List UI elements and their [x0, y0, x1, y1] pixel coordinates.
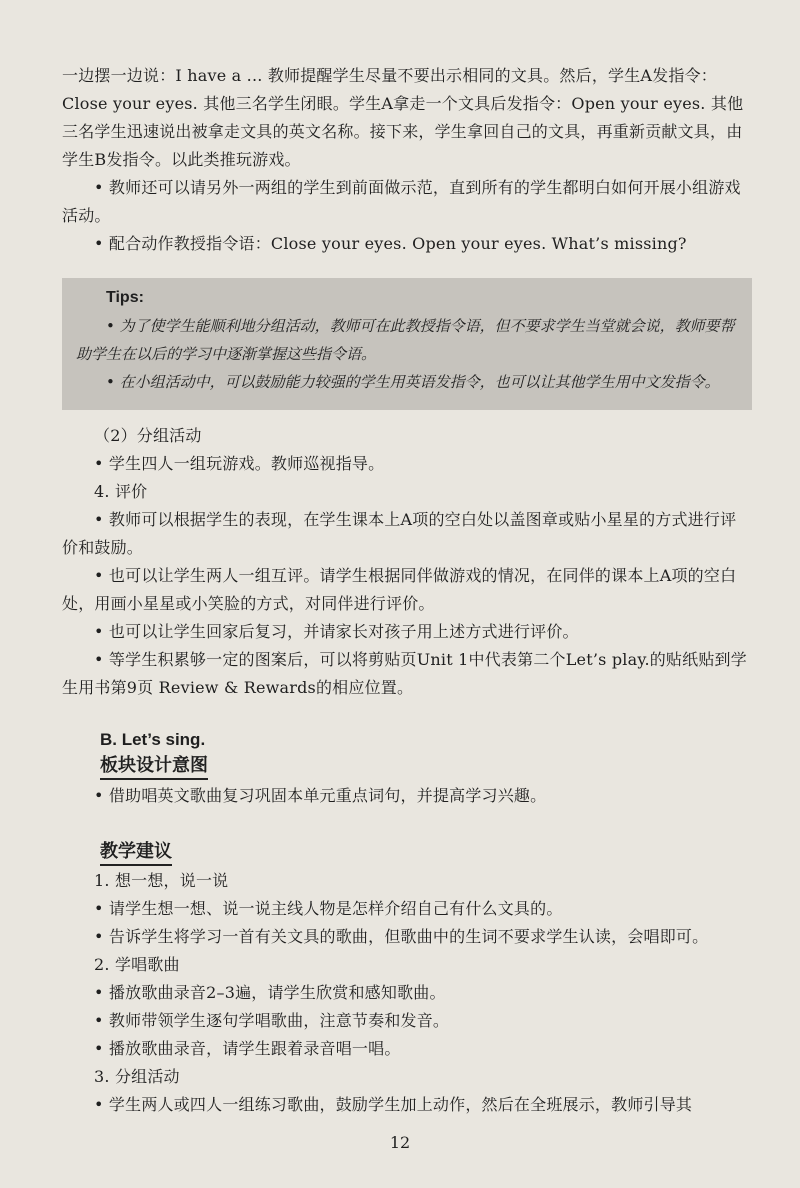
- activity-evaluation-block: [62, 422, 750, 702]
- bullet-demo-groups: • 教师还可以请另外一两组的学生到前面做示范，直到所有的学生都明白如何开展小组游戏活动。: [62, 178, 741, 225]
- tips-title: Tips:: [106, 289, 144, 306]
- design-intent-block: [62, 782, 750, 810]
- design-intent-heading: 板块设计意图: [100, 754, 208, 780]
- step-heading: 3. 分组活动: [94, 1067, 180, 1086]
- tips-box: [62, 278, 752, 410]
- step-bullet: • 告诉学生将学习一首有关文具的歌曲，但歌曲中的生词不要求学生认读，会唱即可。: [94, 927, 709, 946]
- step-bullet: • 播放歌曲录音，请学生跟着录音唱一唱。: [94, 1039, 401, 1058]
- teaching-advice-heading: 教学建议: [100, 840, 172, 866]
- bullet-commands: • 配合动作教授指令语：Close your eyes. Open your eyes. What’s missing?: [94, 234, 687, 253]
- step-bullet: • 播放歌曲录音2–3遍，请学生欣赏和感知歌曲。: [94, 983, 446, 1002]
- bullet-design-intent: • 借助唱英文歌曲复习巩固本单元重点词句，并提高学习兴趣。: [94, 786, 547, 805]
- step-heading: 2. 学唱歌曲: [94, 955, 180, 974]
- step-bullet: • 学生两人或四人一组练习歌曲，鼓励学生加上动作，然后在全班展示，教师引导其: [94, 1095, 693, 1114]
- paragraph-game-instructions: 一边摆一边说：I have a ... 教师提醒学生尽量不要出示相同的文具。然后，学生A发指令：Close your eyes. 其他三名学生闭眼。学生A拿走一个文具后发指令：Open your eyes. 其他三名学生迅速说出被拿走文具的英文名称。接下来，学生拿回自己的文具，再重新贡献文具，由学生B发指令。以此类推玩游戏。: [62, 66, 744, 169]
- tips-item: • 在小组活动中，可以鼓励能力较强的学生用英语发指令，也可以让其他学生用中文发指令。: [106, 373, 720, 391]
- step-bullet: • 教师带领学生逐句学唱歌曲，注意节奏和发音。: [94, 1011, 450, 1030]
- page-number: 12: [389, 1133, 411, 1152]
- bullet-evaluation: • 教师可以根据学生的表现，在学生课本上A项的空白处以盖图章或贴小星星的方式进行评价和鼓励。: [62, 510, 737, 557]
- section-title: B. Let’s sing.: [100, 730, 206, 749]
- bullet-evaluation: • 等学生积累够一定的图案后，可以将剪贴页Unit 1中代表第二个Let’s play.的贴纸贴到学生用书第9页 Review & Rewards的相应位置。: [62, 650, 747, 697]
- evaluation-heading: 4. 评价: [94, 482, 148, 501]
- bullet-evaluation: • 也可以让学生两人一组互评。请学生根据同伴做游戏的情况，在同伴的课本上A项的空白处，用画小星星或小笑脸的方式，对同伴进行评价。: [62, 566, 737, 613]
- step-bullet: • 请学生想一想、说一说主线人物是怎样介绍自己有什么文具的。: [94, 899, 563, 918]
- step-heading: 1. 想一想，说一说: [94, 871, 229, 890]
- group-activity-heading: （2）分组活动: [94, 426, 202, 445]
- top-text-block: [62, 62, 750, 258]
- teaching-steps-block: [62, 867, 750, 1119]
- bullet-group-play: • 学生四人一组玩游戏。教师巡视指导。: [94, 454, 385, 473]
- bullet-evaluation: • 也可以让学生回家后复习，并请家长对孩子用上述方式进行评价。: [94, 622, 579, 641]
- tips-item: • 为了使学生能顺利地分组活动，教师可在此教授指令语，但不要求学生当堂就会说，教师要帮助学生在以后的学习中逐渐掌握这些指令语。: [76, 317, 735, 363]
